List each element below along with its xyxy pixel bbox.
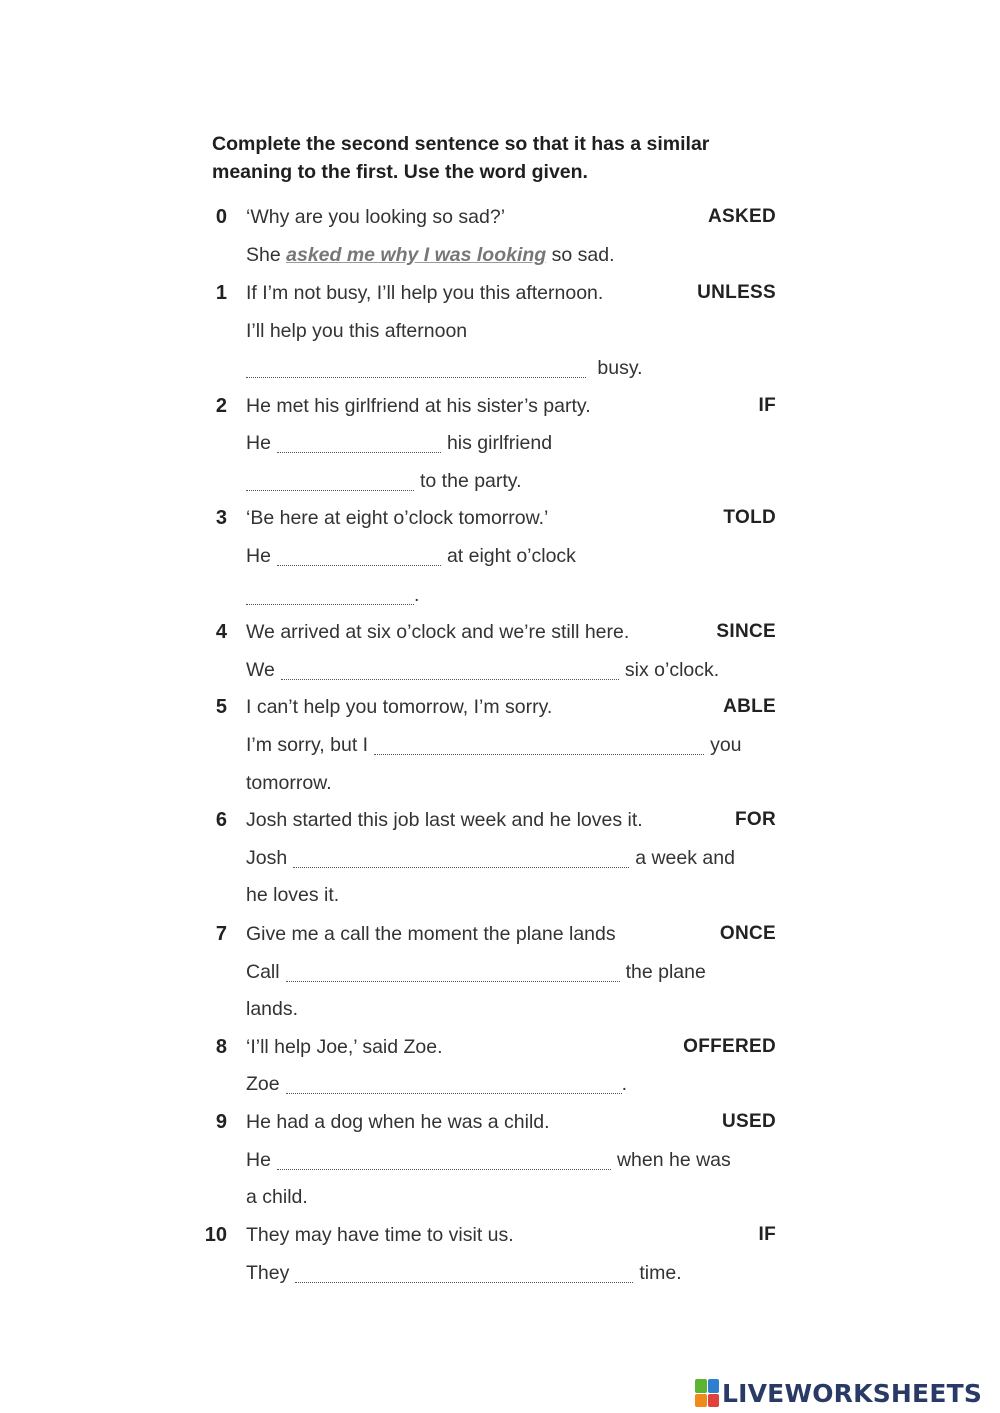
item-number-10: 10 bbox=[204, 1224, 227, 1246]
item-6-post: a week and bbox=[635, 847, 735, 869]
item-5-answer-line bbox=[246, 733, 742, 757]
item-2-pre: He bbox=[246, 432, 271, 454]
item-number-7: 7 bbox=[215, 923, 227, 945]
item-9-post: when he was bbox=[616, 1149, 731, 1171]
item-number-6: 6 bbox=[215, 809, 227, 831]
item-10-keyword: IF bbox=[758, 1224, 776, 1245]
item-4-keyword: SINCE bbox=[716, 621, 776, 642]
item-3-post: . bbox=[414, 584, 420, 606]
item-number-1: 1 bbox=[215, 282, 227, 304]
item-number-5: 5 bbox=[215, 696, 227, 718]
liveworksheets-logo-icon bbox=[695, 1379, 719, 1407]
item-1-keyword: UNLESS bbox=[697, 282, 776, 303]
item-7-line3: lands. bbox=[246, 998, 299, 1020]
item-1-blank-input[interactable] bbox=[246, 359, 586, 378]
instructions: Complete the second sentence so that it has a similar meaning to the first. Use the word given. bbox=[212, 133, 710, 183]
item-2-blank-input-1[interactable] bbox=[277, 434, 441, 453]
item-number-8: 8 bbox=[215, 1036, 227, 1058]
item-6-answer-line bbox=[246, 846, 735, 870]
item-3-answer-line-2 bbox=[240, 583, 419, 607]
item-4-prompt: We arrived at six o’clock and we’re still here. bbox=[246, 621, 630, 643]
item-number-2: 2 bbox=[215, 395, 227, 417]
item-number-0: 0 bbox=[215, 206, 227, 228]
logo-square-blue bbox=[708, 1379, 720, 1393]
brand-logo[interactable] bbox=[695, 1378, 982, 1408]
item-9-line3: a child. bbox=[246, 1186, 308, 1208]
item-number-3: 3 bbox=[215, 507, 227, 529]
brand-name: LIVEWORKSHEETS bbox=[722, 1378, 983, 1408]
item-4-blank-input[interactable] bbox=[281, 661, 619, 680]
item-0-pre: She bbox=[246, 244, 281, 266]
logo-square-orange bbox=[695, 1394, 707, 1408]
item-0-example-answer: asked me why I was looking bbox=[286, 244, 547, 266]
item-2-keyword: IF bbox=[758, 395, 776, 416]
item-3-answer-line bbox=[246, 544, 576, 568]
item-9-answer-line bbox=[246, 1148, 731, 1172]
item-6-keyword: FOR bbox=[734, 809, 776, 830]
item-number-4: 4 bbox=[215, 621, 227, 643]
item-2-prompt: He met his girlfriend at his sister’s party. bbox=[246, 395, 591, 417]
item-0-prompt: ‘Why are you looking so sad?’ bbox=[246, 206, 506, 228]
item-8-pre: Zoe bbox=[246, 1073, 280, 1095]
item-4-answer-line bbox=[246, 658, 719, 682]
item-6-prompt: Josh started this job last week and he loves it. bbox=[246, 809, 643, 831]
item-7-blank-input[interactable] bbox=[286, 963, 620, 982]
item-6-pre: Josh bbox=[246, 847, 288, 869]
item-3-pre: He bbox=[246, 545, 271, 567]
item-9-keyword: USED bbox=[722, 1111, 776, 1132]
item-10-blank-input[interactable] bbox=[295, 1264, 633, 1283]
item-6-line3: he loves it. bbox=[246, 884, 340, 906]
item-5-pre: I’m sorry, but I bbox=[246, 734, 369, 756]
item-4-post: six o’clock. bbox=[624, 659, 720, 681]
item-0-answer-line bbox=[246, 243, 615, 267]
item-1-line2: I’ll help you this afternoon bbox=[246, 320, 468, 342]
item-5-blank-input[interactable] bbox=[374, 736, 704, 755]
item-7-keyword: ONCE bbox=[719, 923, 776, 944]
item-2-answer-line-2 bbox=[240, 469, 522, 493]
item-3-prompt: ‘Be here at eight o’clock tomorrow.’ bbox=[246, 507, 549, 529]
item-8-prompt: ‘I’ll help Joe,’ said Zoe. bbox=[246, 1036, 443, 1058]
item-number-9: 9 bbox=[215, 1111, 227, 1133]
item-3-keyword: TOLD bbox=[723, 507, 776, 528]
item-1-prompt: If I’m not busy, I’ll help you this afternoon. bbox=[246, 282, 604, 304]
item-5-line3: tomorrow. bbox=[246, 772, 332, 794]
item-7-answer-line bbox=[246, 960, 706, 984]
item-2-answer-line bbox=[246, 431, 552, 455]
item-9-blank-input[interactable] bbox=[277, 1151, 611, 1170]
item-4-pre: We bbox=[246, 659, 275, 681]
item-7-pre: Call bbox=[246, 961, 280, 983]
item-1-answer-line bbox=[240, 356, 643, 380]
item-8-keyword: OFFERED bbox=[683, 1036, 776, 1057]
item-0-keyword: ASKED bbox=[707, 206, 776, 227]
item-5-post: you bbox=[710, 734, 742, 756]
item-3-mid: at eight o’clock bbox=[446, 545, 576, 567]
item-2-post: to the party. bbox=[420, 470, 522, 492]
item-1-post: busy. bbox=[597, 357, 643, 379]
item-10-prompt: They may have time to visit us. bbox=[246, 1224, 514, 1246]
item-8-post: . bbox=[621, 1073, 628, 1095]
item-9-prompt: He had a dog when he was a child. bbox=[246, 1111, 550, 1133]
item-3-blank-input-1[interactable] bbox=[277, 547, 441, 566]
item-2-blank-input-2[interactable] bbox=[246, 472, 414, 491]
item-7-prompt: Give me a call the moment the plane lands bbox=[246, 923, 616, 945]
item-5-prompt: I can’t help you tomorrow, I’m sorry. bbox=[246, 696, 553, 718]
item-9-pre: He bbox=[246, 1149, 271, 1171]
item-8-blank-input[interactable] bbox=[286, 1075, 622, 1094]
logo-square-green bbox=[695, 1379, 707, 1393]
item-10-answer-line bbox=[246, 1261, 682, 1285]
item-6-blank-input[interactable] bbox=[293, 849, 629, 868]
item-8-answer-line bbox=[246, 1072, 627, 1096]
item-5-keyword: ABLE bbox=[723, 696, 776, 717]
item-3-blank-input-2[interactable] bbox=[246, 586, 414, 605]
item-10-post: time. bbox=[639, 1262, 682, 1284]
item-2-mid: his girlfriend bbox=[446, 432, 553, 454]
item-7-post: the plane bbox=[625, 961, 706, 983]
item-0-post: so sad. bbox=[551, 244, 615, 266]
logo-square-red bbox=[708, 1394, 720, 1408]
item-10-pre: They bbox=[246, 1262, 290, 1284]
